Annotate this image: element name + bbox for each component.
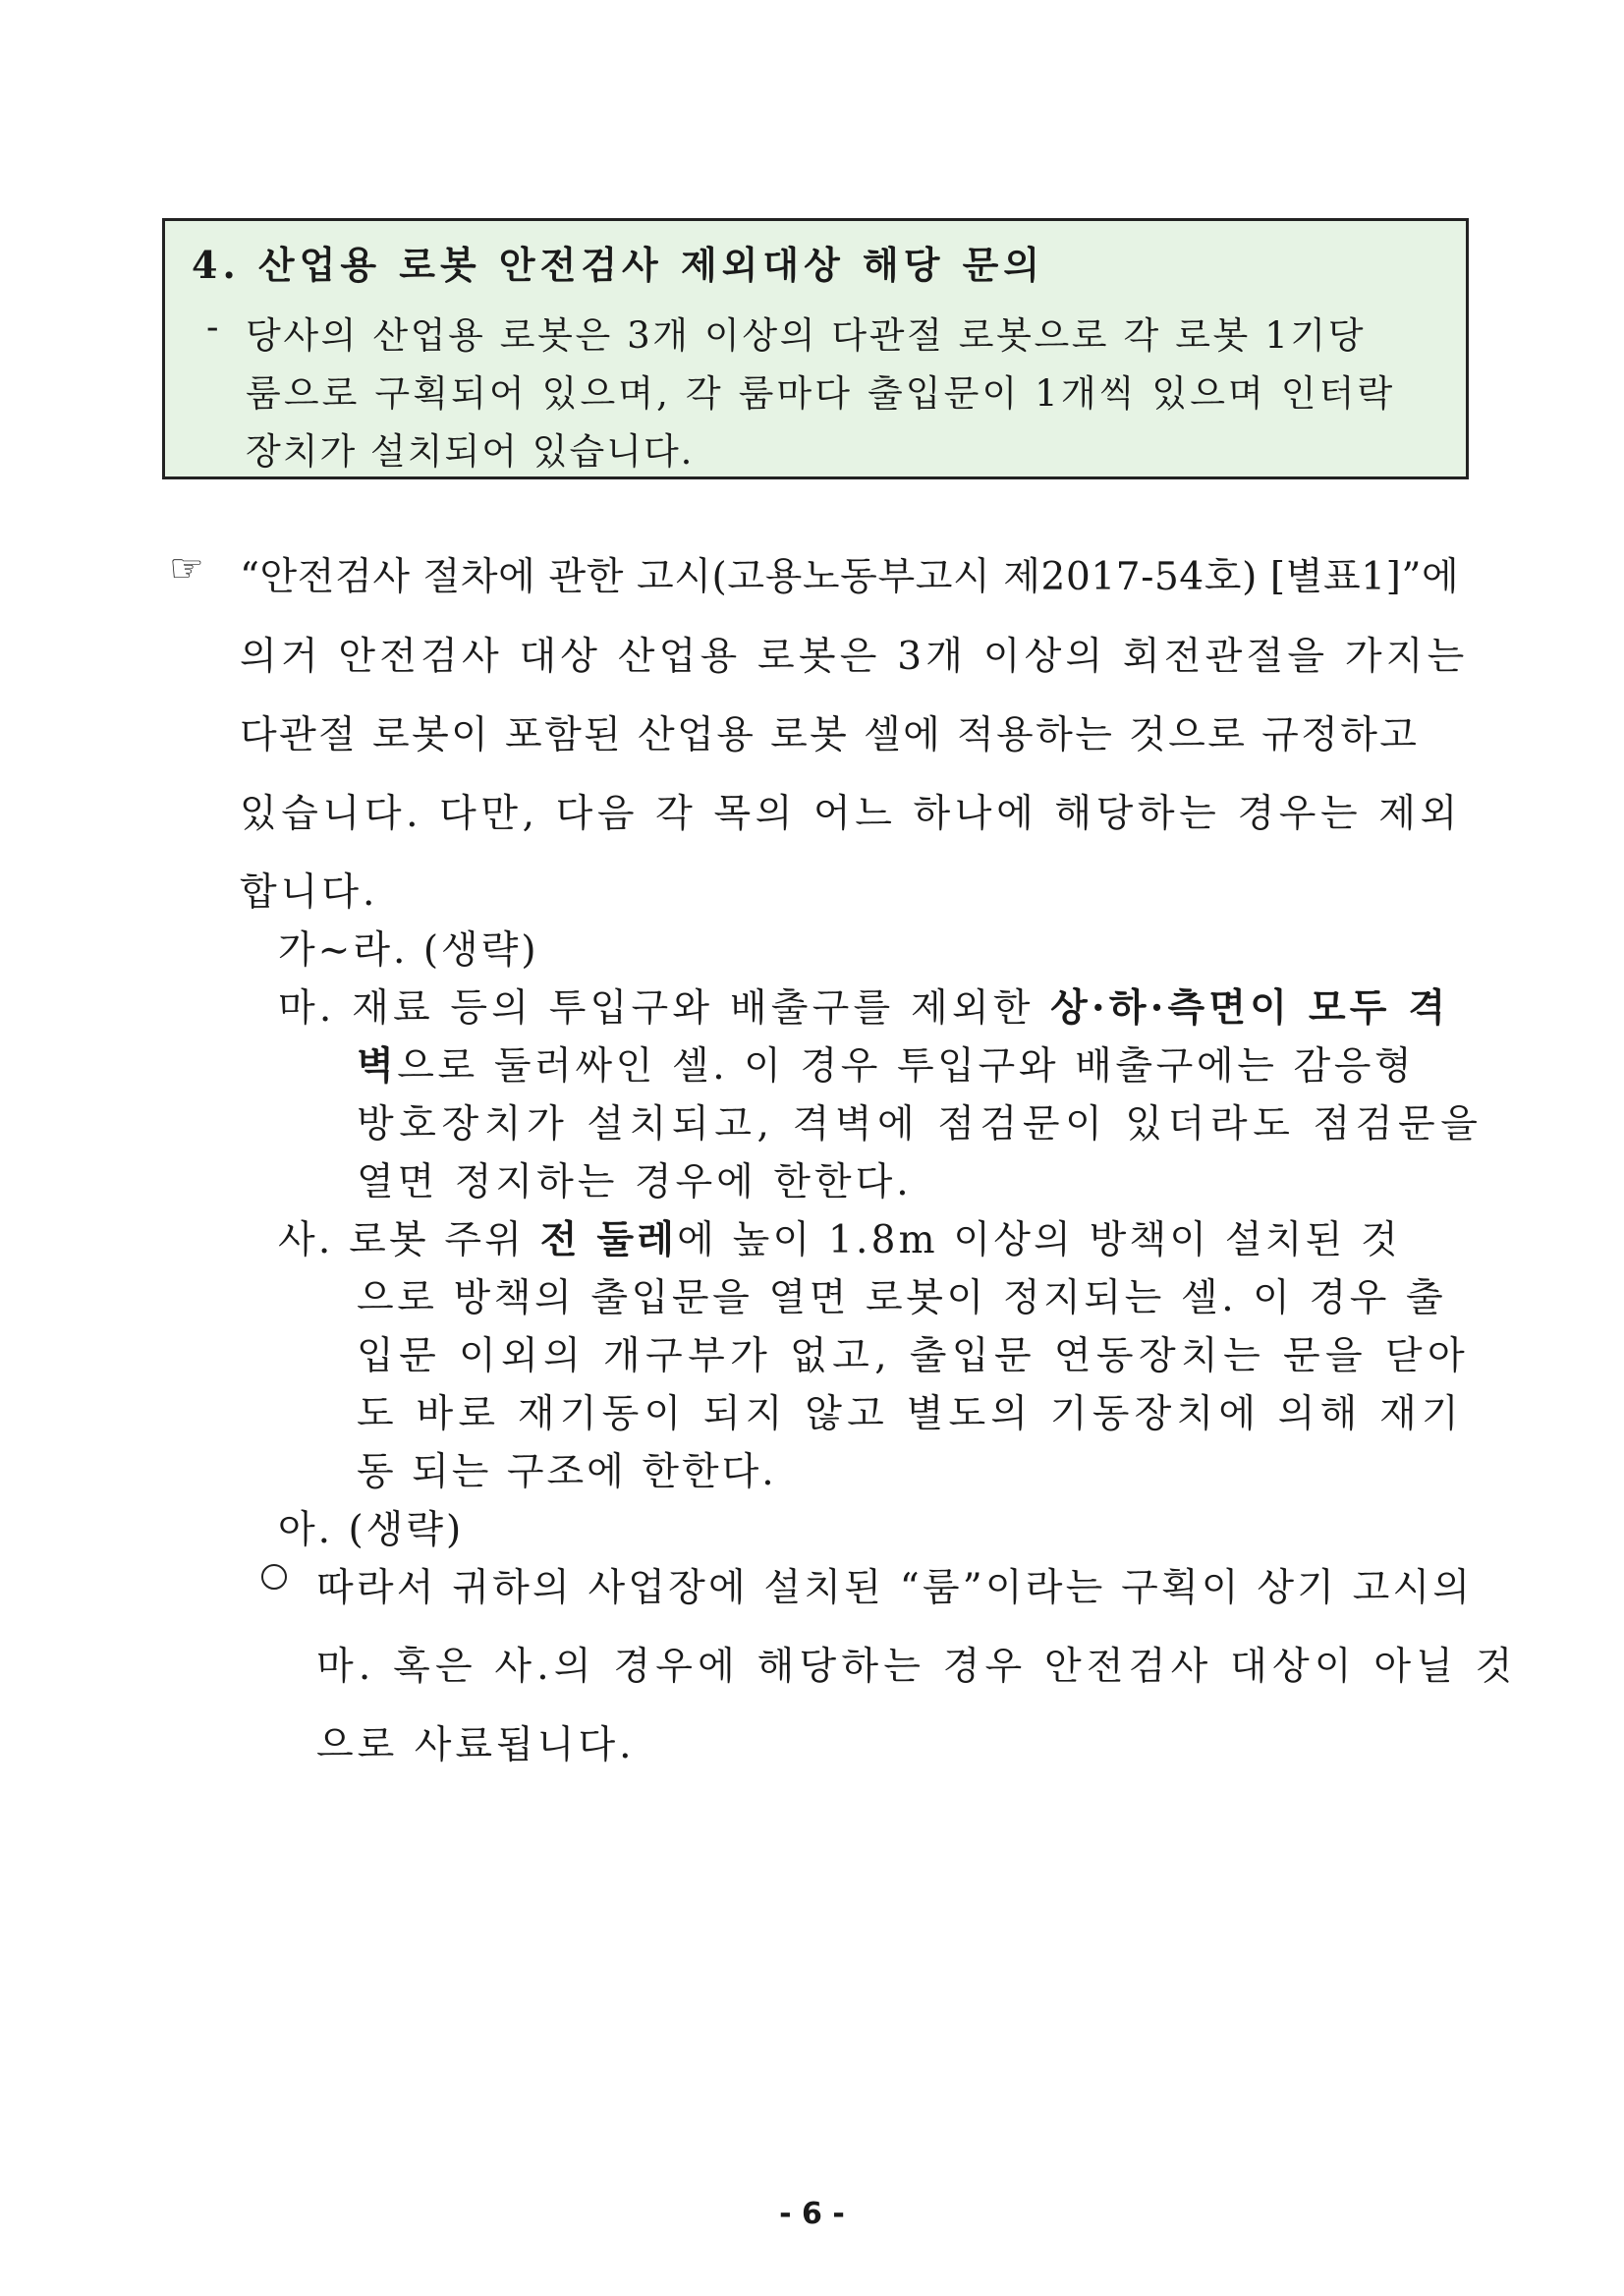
conclusion-line-3: 으로 사료됩니다. [316,1723,636,1767]
item-sa-line-4: 도 바로 재기동이 되지 않고 별도의 기동장치에 의해 재기 [357,1392,1464,1436]
item-sa-line-3: 입문 이외의 개구부가 없고, 출입문 연동장치는 문을 닫아 [357,1334,1471,1378]
answer-line-3: 다관절 로봇이 포함된 산업용 로봇 셀에 적용하는 것으로 규정하고 [240,713,1420,757]
item-ma-line-3: 방호장치가 설치되고, 격벽에 점검문이 있더라도 점검문을 [357,1102,1484,1147]
item-ma-line-1: 마. 재료 등의 투입구와 배출구를 제외한 상·하·측면이 모두 격 [278,985,1450,1031]
question-title: 4. 산업용 로봇 안전검사 제외대상 해당 문의 [192,243,1045,287]
page-number: - 6 - [779,2197,845,2231]
question-box [162,218,1469,479]
question-line-2: 룸으로 구획되어 있으며, 각 룸마다 출입문이 1개씩 있으며 인터락 [246,372,1396,415]
conclusion-line-2: 마. 혹은 사.의 경우에 해당하는 경우 안전검사 대상이 아닐 것 [316,1645,1518,1689]
conclusion-line-1: 따라서 귀하의 사업장에 설치된 “룸”이라는 구획이 상기 고시의 [316,1566,1474,1610]
item-a: 아. (생략) [278,1508,465,1552]
circle-bullet-icon [261,1564,287,1590]
question-line-3: 장치가 설치되어 있습니다. [246,430,695,473]
item-ga-ra: 가∼라. (생략) [278,928,539,973]
item-ma-line-2: 벽으로 둘러싸인 셀. 이 경우 투입구와 배출구에는 감응형 [357,1043,1416,1089]
item-sa-line-1: 사. 로봇 주위 전 둘레에 높이 1.8m 이상의 방책이 설치된 것 [278,1217,1401,1262]
item-sa-line-5: 동 되는 구조에 한한다. [357,1450,777,1494]
item-sa-line-2: 으로 방책의 출입문을 열면 로봇이 정지되는 셀. 이 경우 출 [357,1276,1447,1320]
answer-line-2: 의거 안전검사 대상 산업용 로봇은 3개 이상의 회전관절을 가지는 [240,635,1469,679]
item-ma-line-4: 열면 정지하는 경우에 한한다. [357,1160,913,1204]
question-dash: - [206,306,219,348]
pointing-hand-icon: ☞ [169,546,204,591]
answer-line-1: “안전검사 절차에 관한 고시(고용노동부고시 제2017-54호) [별표1]”에 [240,555,1460,599]
question-line-1: 당사의 산업용 로봇은 3개 이상의 다관절 로봇으로 각 로봇 1기당 [246,314,1367,357]
answer-line-4: 있습니다. 다만, 다음 각 목의 어느 하나에 해당하는 경우는 제외 [240,792,1462,836]
answer-line-5: 합니다. [240,870,379,915]
